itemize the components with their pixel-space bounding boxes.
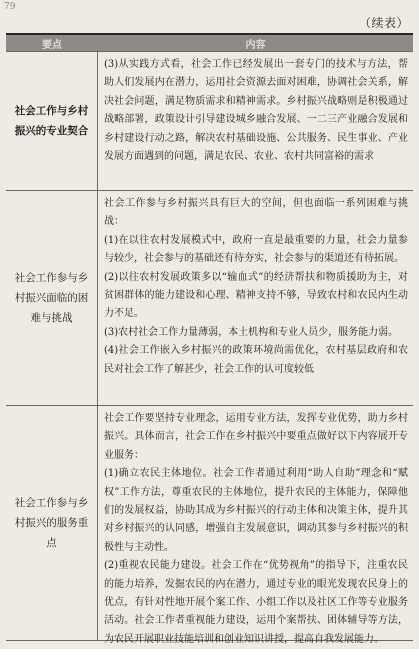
continued-label: （续表） bbox=[358, 16, 409, 30]
header-point: 要点 bbox=[42, 39, 62, 51]
row-point-label: 社会工作与乡村振兴的专业契合 bbox=[6, 52, 98, 190]
table-header bbox=[6, 35, 413, 51]
row-content bbox=[98, 406, 413, 645]
content-paragraph: (2)以往农村发展政策多以“输血式”的经济帮扶和物质援助为主，对贫困群体的能力建设和心理、精神支持不够，导致农村和农民内生动力不足。 bbox=[104, 271, 408, 320]
content-paragraph: (3)从实践方式看，社会工作已经发展出一套专门的技术与方法，帮助人们发展内在潜力，运用社会资源去面对困难，协调社会关系，解决社会问题，满足物质需求和精神需求。乡村振兴战略则是积极通过战略部署，政策设计引导建设城乡融合发展、一二三产业融合发展和乡村建设行动之路，解决农村基础设施、公共服务、民生事业、产业发展方面遇到的问题，满足农民、农业、农村共同富裕的需求 bbox=[104, 59, 408, 163]
content-paragraph: (1)在以往农村发展模式中，政府一直是最重要的力量，社会力量参与较少，社会参与的基础还有待夯实，社会参与的渠道还有待拓展。 bbox=[104, 234, 408, 265]
content-paragraph: 社会工作参与乡村振兴具有巨大的空间，但也面临一系列困难与挑战： bbox=[104, 198, 408, 228]
row-point-label: 社会工作参与乡村振兴面临的困难与挑战 bbox=[6, 191, 98, 405]
content-paragraph: (3)农村社会工作力量薄弱，本土机构和专业人员少，服务能力弱。 bbox=[104, 326, 399, 338]
content-paragraph: (4)社会工作嵌入乡村振兴的政策环境尚需优化，农村基层政府和农民对社会工作了解甚少，社会工作的认可度较低 bbox=[104, 345, 408, 375]
table-row bbox=[6, 405, 413, 645]
content-paragraph: (1)确立农民主体地位。社会工作者通过利用“助人自助”理念和“赋权”工作方法，尊重农民的主体地位，提升农民的主体能力，保障他们的发展权益，协助其成为乡村振兴的行动主体和决策主体，提升其对乡村振兴的认同感，增强自主发展意识，调动其参与乡村振兴的积极性与主动性。 bbox=[104, 468, 408, 553]
row-point-label: 社会工作参与乡村振兴的服务重点 bbox=[6, 406, 98, 640]
content-paragraph: (2)重视农民能力建设。社会工作在“优势视角”的指导下，注重农民的能力培养，发掘农民的内在潜力，通过专业的眼光发现农民身上的优点，有针对性地开展个案工作、小组工作以及社区工作等专业服务活动。社会工作者重视能力建设，运用个案帮扶、团体辅导等方法，为农民开展职业技能培训和创业知识讲授，提高自我发展能力。 bbox=[104, 560, 408, 645]
content-paragraph: 社会工作要坚持专业理念，运用专业方法，发挥专业优势，助力乡村振兴。具体而言，社会工作在乡村振兴中要重点做好以下内容展开专业服务： bbox=[104, 413, 408, 461]
row-content bbox=[98, 52, 413, 190]
table-row bbox=[6, 51, 413, 190]
table-row bbox=[6, 190, 413, 405]
page-mark: 79 bbox=[4, 2, 16, 12]
row-content bbox=[98, 191, 413, 405]
header-content: 内容 bbox=[245, 39, 266, 51]
content-table bbox=[6, 33, 413, 645]
